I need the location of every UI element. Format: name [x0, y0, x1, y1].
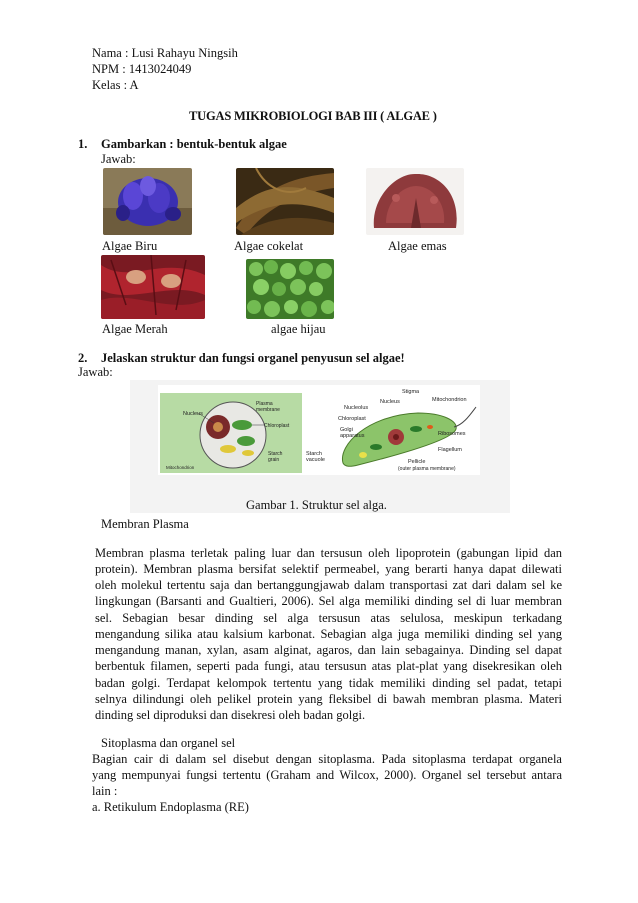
label-membrane: membrane [256, 407, 280, 413]
label-pellicle: Pellicle [408, 459, 426, 465]
paragraph-line: oleh molekul tertentu saja dan bertanggungjawab dalam transportasi zat dari dalam sel ke [95, 578, 562, 592]
label-pellicle-desc: (outer plasma membrane) [398, 466, 456, 472]
label-nucleus: Nucleus [183, 411, 203, 417]
caption-green-algae: algae hijau [271, 322, 326, 336]
paragraph-line: yang mempunyai fungsi tertentu (Graham and Wilcox, 2000). Organel sel tersebut antara [92, 768, 562, 782]
paragraph-line: badan golgi. Terdapat kelompok tertentu yang tidak memiliki dinding sel padat, tetapi [95, 676, 562, 690]
paragraph-line: selnya dilindungi oleh pelikel protein yang fleksibel di bawah membran plasma. Materi [95, 692, 562, 706]
label-stigma: Stigma [402, 389, 420, 395]
cell-diagram [158, 385, 480, 475]
q2-jawab: Jawab: [78, 365, 113, 379]
label-mitochondrion: Mitochondrion [166, 465, 195, 470]
label-golgi: Golgi [340, 427, 353, 433]
label-vacuole: vacuole [306, 457, 325, 463]
label-grain: grain [268, 457, 280, 463]
label-chloroplast-2: Chloroplast [338, 416, 366, 422]
student-npm: NPM : 1413024049 [92, 62, 192, 76]
label-starch: Starch [268, 451, 283, 457]
figure-cell-structure [130, 380, 510, 513]
caption-red-algae: Algae Merah [102, 322, 168, 336]
student-name: Nama : Lusi Rahayu Ningsih [92, 46, 238, 60]
label-flagellum: Flagellum [438, 447, 462, 453]
label-mitochondrion-2: Mitochondrion [432, 397, 467, 403]
paragraph-last-line: dinding sel diproduksi dan disekresi oleh badan golgi. [95, 708, 366, 722]
q1-number: 1. [78, 137, 88, 151]
figure-caption: Gambar 1. Struktur sel alga. [246, 498, 387, 512]
section-heading-membran: Membran Plasma [101, 517, 189, 531]
section-heading-sitoplasma: Sitoplasma dan organel sel [101, 736, 236, 750]
label-nucleolus: Nucleolus [344, 405, 369, 411]
paragraph-line: sel. Sebagian besar dinding sel alga tersusun atas selulosa, meskipun terkadang [95, 611, 562, 625]
label-nucleus-2: Nucleus [380, 399, 400, 405]
document-title: TUGAS MIKROBIOLOGI BAB III ( ALGAE ) [189, 109, 437, 123]
paragraph-line: Bagian cair di dalam sel disebut dengan sitoplasma. Pada sitoplasma terdapat organela [92, 752, 562, 766]
paragraph-line: mengandung manan, xylan, asam alginat, agaros, dan lain sebagainya. Dinding sel dapat [95, 643, 562, 657]
q2-question: Jelaskan struktur dan fungsi organel penyusun sel algae! [101, 351, 405, 365]
label-plasma: Plasma [256, 401, 273, 407]
paragraph-line: lingkungan (Barsanti and Gualtieri, 2006). Sel alga memiliki dinding sel di luar membran [95, 594, 562, 608]
caption-blue-algae: Algae Biru [102, 239, 158, 253]
paragraph-line: berbentuk filamen, seperti pada fungi, atau tersusun atas plat-plat yang disekresikan oleh [95, 659, 562, 673]
q2-number: 2. [78, 351, 88, 365]
green-algae-photo [246, 259, 334, 319]
blue-algae-photo [103, 168, 192, 235]
paragraph-line: lain : [92, 784, 118, 798]
student-class: Kelas : A [92, 78, 139, 92]
paragraph-line: mengandung silika atau kalsium karbonat. Sebagian alga juga memiliki dinding sel yang [95, 627, 562, 641]
caption-golden-algae: Algae emas [388, 239, 447, 253]
brown-algae-photo [236, 168, 334, 235]
red-algae-photo [101, 255, 205, 319]
caption-brown-algae: Algae cokelat [234, 239, 304, 253]
label-apparatus: apparatus [340, 433, 365, 439]
label-starch-2: Starch [306, 451, 322, 457]
golden-algae-photo [366, 168, 464, 235]
list-item-re: a. Retikulum Endoplasma (RE) [92, 800, 249, 814]
q1-question: Gambarkan : bentuk-bentuk algae [101, 137, 287, 151]
label-ribosomes: Ribosomes [438, 431, 466, 437]
paragraph-line: Membran plasma terletak paling luar dan tersusun oleh lipoprotein (gabungan lipid dan [95, 546, 562, 560]
label-chloroplast: Chloroplast [264, 423, 290, 429]
paragraph-line: protein). Membran plasma bersifat selektif permeabel, yang berarti hanya dapat dilewati [95, 562, 562, 576]
q1-jawab: Jawab: [101, 152, 136, 166]
